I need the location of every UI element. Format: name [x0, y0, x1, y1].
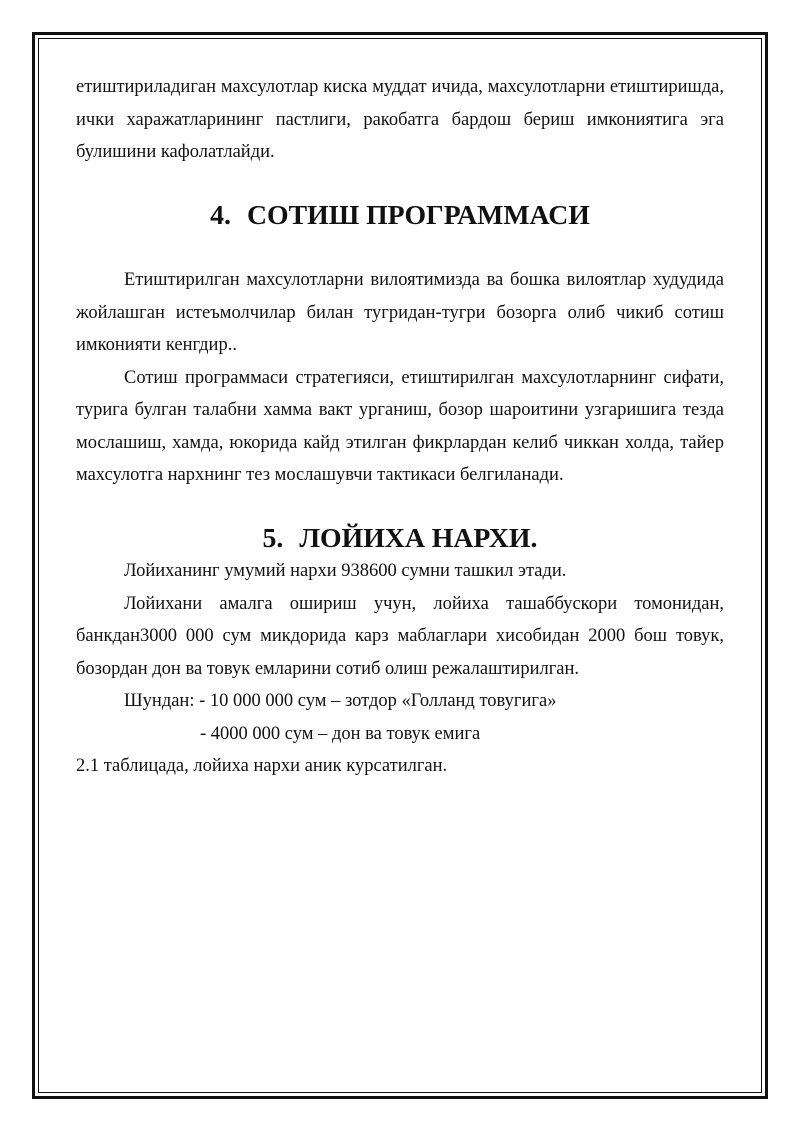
paragraph: Лойиханинг умумий нархи 938600 сумни ташкил этади. [124, 561, 567, 581]
section-heading-5 [76, 523, 724, 556]
section-heading-4 [76, 200, 724, 233]
paragraph: Етиштирилган махсулотларни вилоятимизда ва бошка вилоятлар худудида жойлашган истеъмолчилар билан тугридан-тугри бозорга олиб чикиб сотиш имконияти кенгдир.. [76, 270, 724, 355]
paragraph-closing: 2.1 таблицада, лойиха нархи аник курсатилган. [76, 756, 448, 776]
paragraph: Лойихани амалга ошириш учун, лойиха ташаббускори томонидан, банкдан3000 000 сум микдорида карз маблаглари хисобидан 2000 бош товук, бозордан дон ва товук емларини сотиб олиш режалаштирилган. [76, 593, 724, 679]
section-number: 5. [262, 522, 284, 554]
breakdown-line: - 4000 000 сум – дон ва товук емига [200, 723, 481, 744]
paragraph: Сотиш программаси стратегияси, етиштирилган махсулотларнинг сифати, турига булган талабни хамма вакт урганиш, бозор шароитини узгаришига тезда мослашиш, хамда, юкорида кайд этилган фикрлардан келиб чиккан холда, тайер махсулотга нархнинг тез мослашувчи тактикаси белгиланади. [76, 367, 724, 485]
section-number: 4. [210, 199, 231, 231]
section-title: СОТИШ ПРОГРАММАСИ [246, 199, 590, 231]
document-body [76, 71, 724, 783]
paragraph-continuation: етиштириладиган махсулотлар киска муддат ичида, махсулотларни етиштиришда, ички харажатларининг пастлиги, ракобатга бардош бериш имкониятига эга булишини кафолатлайди. [76, 77, 724, 162]
section-title: ЛОЙИХА НАРХИ. [299, 522, 538, 554]
breakdown-line: Шундан: - 10 000 000 сум – зотдор «Голланд товугига» [124, 691, 557, 711]
